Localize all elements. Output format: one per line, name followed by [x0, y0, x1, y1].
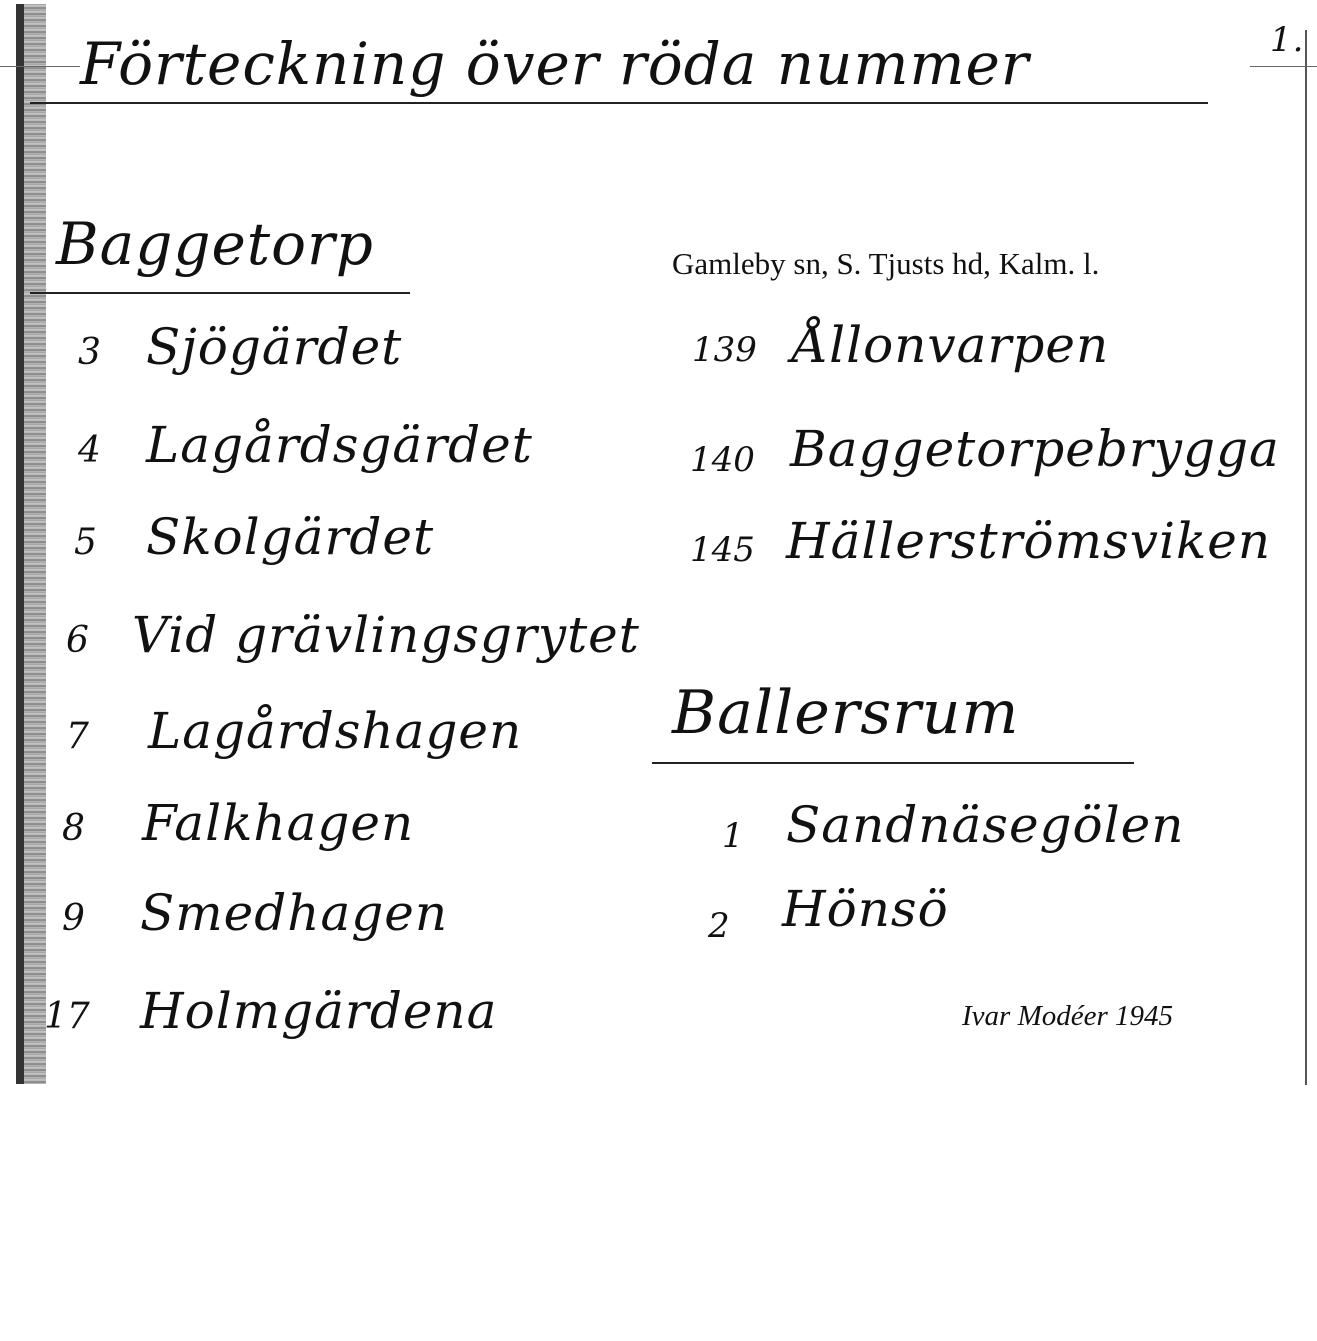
entry-name: Hönsö [782, 880, 949, 938]
entry-name: Holmgärdena [140, 982, 498, 1040]
entry-name: Lagårdshagen [148, 702, 523, 760]
second-parish-heading: Ballersrum [672, 678, 1020, 748]
entry-name: Ållonvarpen [792, 316, 1110, 374]
page-number: 1. [1270, 20, 1305, 60]
entry-number: 145 [690, 530, 755, 570]
entry-number: 2 [708, 906, 730, 946]
margin-tick [1250, 66, 1317, 67]
entry-name: Skolgärdet [146, 508, 435, 566]
margin-tick [0, 66, 80, 67]
entry-name: Smedhagen [140, 884, 449, 942]
entry-number: 6 [66, 620, 89, 661]
entry-number: 5 [74, 522, 97, 563]
entry-number: 3 [78, 332, 101, 373]
entry-number: 8 [62, 808, 85, 849]
location-text: Gamleby sn, S. Tjusts hd, Kalm. l. [672, 246, 1100, 281]
entry-name: Sjögärdet [146, 318, 403, 376]
parish-underline [30, 292, 410, 294]
entry-number: 9 [62, 898, 85, 939]
signature: Ivar Modéer 1945 [962, 1000, 1174, 1032]
second-parish-underline [652, 762, 1134, 764]
entry-number: 1 [722, 816, 744, 856]
entry-number: 140 [690, 440, 755, 480]
entry-name: Hällerströmsviken [786, 512, 1272, 570]
entry-name: Baggetorpebrygga [790, 420, 1280, 478]
entry-number: 17 [44, 996, 90, 1037]
entry-number: 4 [78, 430, 101, 471]
title-underline [30, 102, 1208, 104]
entry-number: 139 [692, 330, 757, 370]
entry-name: Vid grävlingsgrytet [132, 606, 640, 664]
entry-name: Lagårdsgärdet [146, 416, 533, 474]
parish-heading: Baggetorp [56, 210, 374, 278]
page-title: Förteckning över röda nummer [80, 30, 1030, 98]
entry-name: Sandnäsegölen [786, 796, 1185, 854]
entry-name: Falkhagen [142, 794, 415, 852]
entry-number: 7 [66, 716, 89, 757]
card-binding-shadow [16, 4, 24, 1084]
card-right-edge [1305, 30, 1307, 1085]
